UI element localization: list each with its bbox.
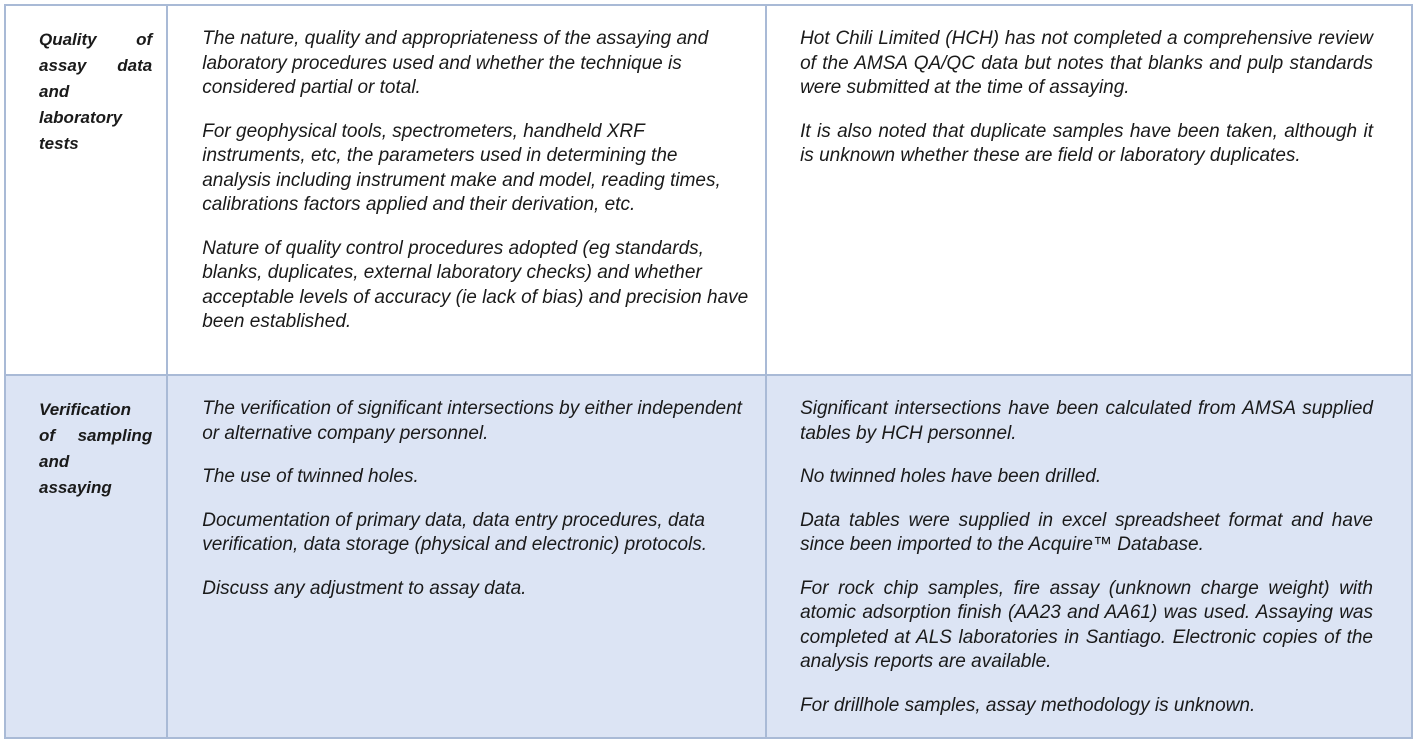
criteria-line: tests xyxy=(39,134,79,153)
criteria-line: assaying xyxy=(39,478,112,497)
criteria-line: and xyxy=(39,452,70,471)
commentary-paragraph: Hot Chili Limited (HCH) has not completed a comprehensive review of the AMSA QA/QC data but notes that blanks and pulp standards were submitted at the time of assaying. xyxy=(800,28,1373,98)
table-row xyxy=(5,375,1412,738)
criteria-cell xyxy=(5,5,167,375)
explanation-paragraph: The verification of significant intersections by either independent or alternative company personnel. xyxy=(202,398,742,444)
jorc-table xyxy=(4,4,1413,739)
explanation-paragraph: For geophysical tools, spectrometers, handheld XRF instruments, etc, the parameters used in determining the analysis including instrument make and model, reading times, calibrations factors applied and their derivation, etc. xyxy=(202,120,721,215)
criteria-line: assay data xyxy=(39,56,153,75)
commentary-paragraph: No twinned holes have been drilled. xyxy=(800,466,1102,487)
criteria-cell xyxy=(5,375,167,738)
commentary-paragraph: It is also noted that duplicate samples have been taken, although it is unknown whether these are field or laboratory duplicates. xyxy=(800,120,1373,166)
explanation-cell xyxy=(167,5,766,375)
explanation-paragraph: Documentation of primary data, data entry procedures, data verification, data storage (physical and electronic) protocols. xyxy=(202,509,708,555)
criteria-line: Verification xyxy=(39,400,131,419)
criteria-line: Quality of xyxy=(39,30,153,49)
criteria-line: and xyxy=(39,82,70,101)
table-row xyxy=(5,5,1412,375)
commentary-paragraph: Data tables were supplied in excel spreadsheet format and have since been imported to the Acquire™ Database. xyxy=(800,509,1373,555)
explanation-paragraph: Nature of quality control procedures adopted (eg standards, blanks, duplicates, external laboratory checks) and whether acceptable levels of accuracy (ie lack of bias) and precision have been established. xyxy=(202,237,749,332)
explanation-cell xyxy=(167,375,766,738)
criteria-line: laboratory xyxy=(39,108,123,127)
explanation-paragraph: The nature, quality and appropriateness of the assaying and laboratory procedures used and whether the technique is considered partial or total. xyxy=(202,28,709,98)
criteria-line: of sampling xyxy=(39,426,153,445)
commentary-cell xyxy=(766,375,1412,738)
commentary-paragraph: Significant intersections have been calculated from AMSA supplied tables by HCH personnel. xyxy=(800,398,1373,444)
explanation-paragraph: The use of twinned holes. xyxy=(202,466,419,487)
explanation-paragraph: Discuss any adjustment to assay data. xyxy=(202,577,527,599)
commentary-cell xyxy=(766,5,1412,375)
commentary-paragraph: For rock chip samples, fire assay (unknown charge weight) with atomic adsorption finish (AA23 and AA61) was used. Assaying was completed at ALS laboratories in Santiago. Electronic copies of the analysis reports are available. xyxy=(800,577,1373,672)
commentary-paragraph: For drillhole samples, assay methodology is unknown. xyxy=(800,694,1256,716)
